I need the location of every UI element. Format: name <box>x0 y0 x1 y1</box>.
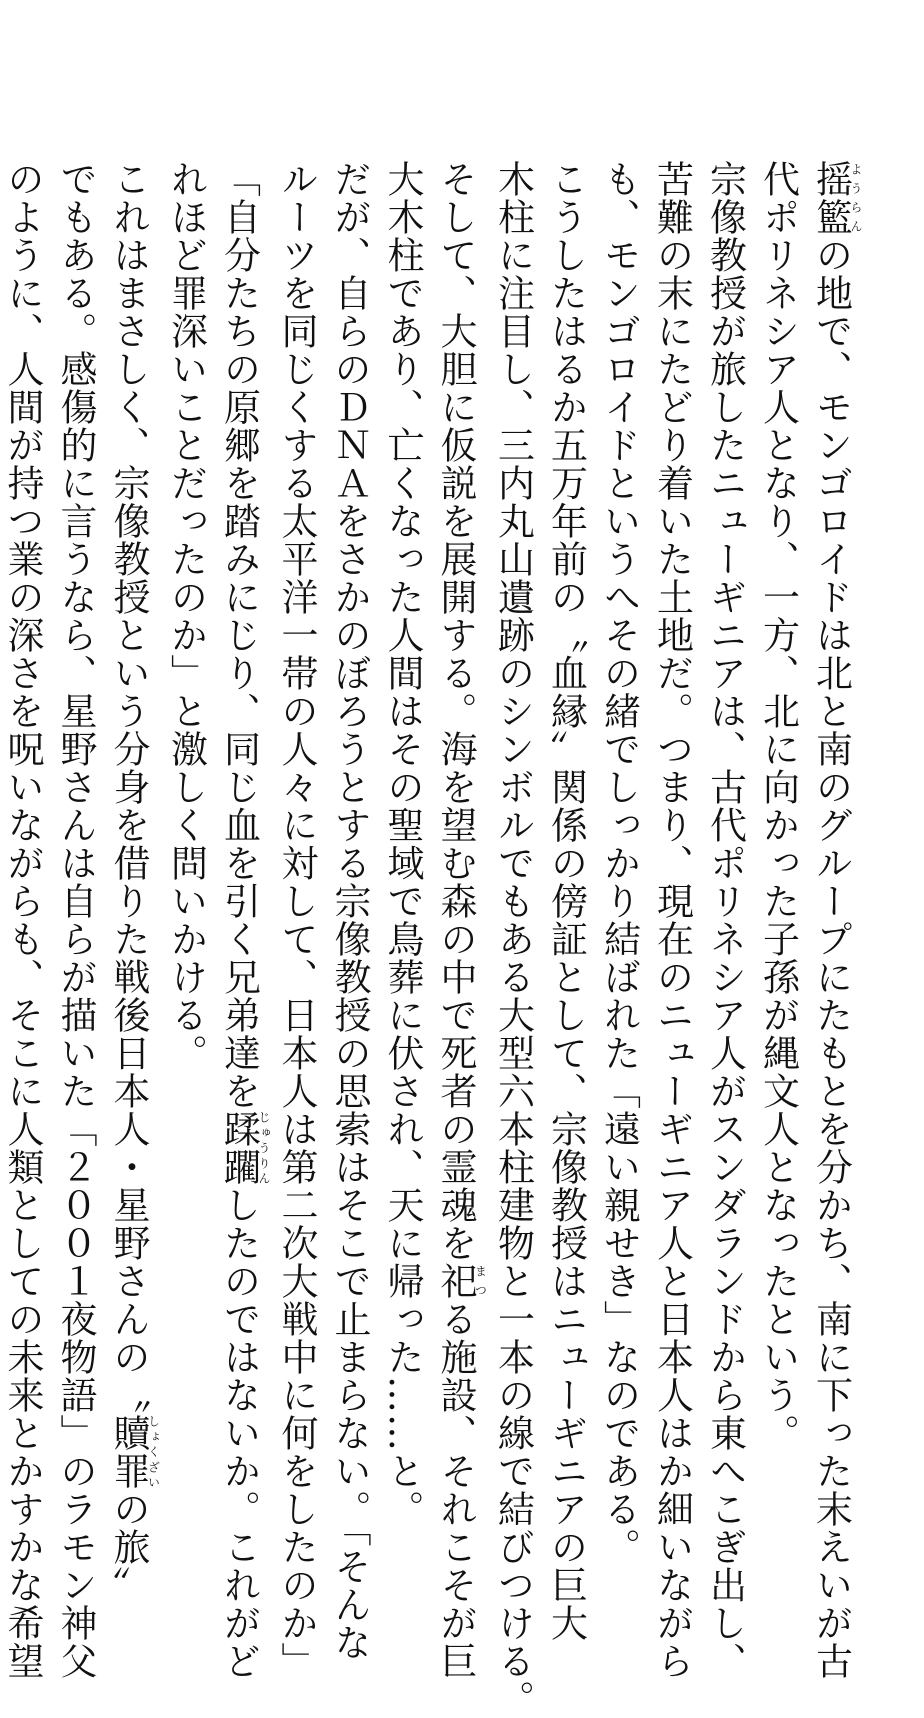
text-column: 木柱に注目し、三内丸山遺跡のシンボルでもある大型六本柱建物と一本の線で結びつける。 <box>491 160 535 1718</box>
text-column: ルーツを同じくする太平洋一帯の人々に対して、日本人は第二次大戦中に何をしたのか」 <box>275 160 318 1680</box>
furigana: 蹂躙じゅうりん <box>217 1110 271 1186</box>
text-column: 「自分たちの原郷を踏みにじり、同じ血を引く兄弟達を蹂躙じゅうりんしたのではないか。これがど <box>217 160 271 1680</box>
text-column: のように、人間が持つ業の深さを呪いながらも、そこに人類としての未来とかすかな希望 <box>1 160 44 1680</box>
text-column: 苦難の末にたどり着いた土地だ。つまり、現在のニューギニア人と日本人はか細いながら <box>650 160 694 1680</box>
text-column: こうしたはるか五万年前の〝血縁〟関係の傍証として、宗像教授はニューギニアの巨大 <box>544 160 588 1642</box>
text-column: だが、自らのＤＮＡをさかのぼろうとする宗像教授の思索はそこで止まらない。「そんな <box>328 160 371 1662</box>
furigana: 贖罪しょくざい <box>107 1414 161 1490</box>
vertical-text-body <box>0 160 863 1718</box>
text-column: これはまさしく、宗像教授という分身を借りた戦後日本人・星野さんの〝贖罪しょくざいの旅〟 <box>107 160 161 1604</box>
text-column: 代ポリネシア人となり、一方、北に向かった子孫が縄文人となったという。 <box>756 160 800 1452</box>
furigana: 摇籃ようらん <box>809 160 863 236</box>
text-column: も、モンゴロイドというへその緒でしっかり結ばれた「遠い親せき」なのである。 <box>597 160 641 1566</box>
text-column: そして、大胆に仮説を展開する。海を望む森の中で死者の霊魂を祀まつる施設、それこそが巨 <box>434 160 488 1680</box>
furigana: 祀まつ <box>434 1262 488 1300</box>
text-column: 摇籃ようらんの地で、モンゴロイドは北と南のグループにたもとを分かち、南に下った末えいが古 <box>809 160 863 1680</box>
text-column: れほど罪深いことだったのか」と激しく問いかける。 <box>164 160 208 1072</box>
text-column: 宗像教授が旅したニューギニアは、古代ポリネシア人がスンダランドから東へこぎ出し、 <box>703 160 747 1680</box>
text-column: 大木柱であり、亡くなった人間はその聖域で鳥葬に伏され、天に帰った……と。 <box>381 160 424 1528</box>
text-column: でもある。感傷的に言うなら、星野さんは自らが描いた「２００１夜物語」のラモン神父 <box>54 160 97 1680</box>
